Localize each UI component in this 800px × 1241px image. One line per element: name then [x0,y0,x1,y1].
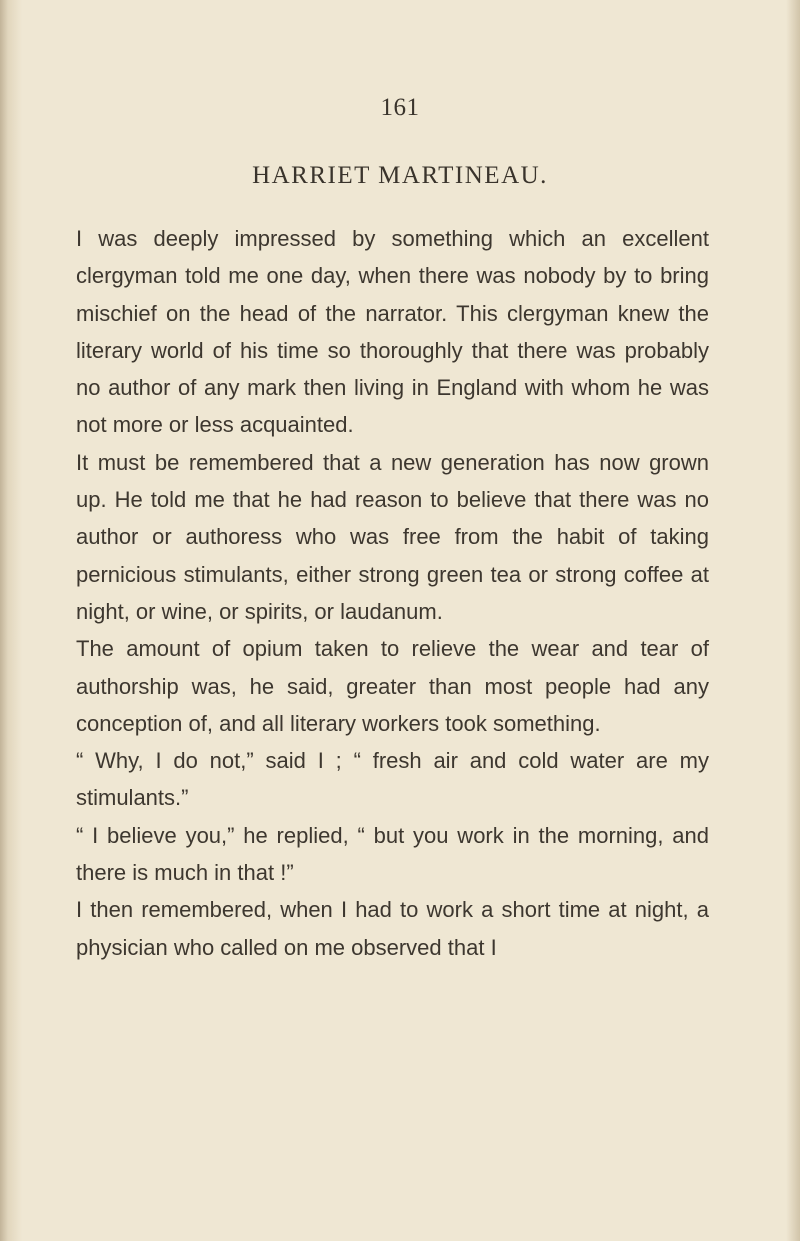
paragraph-4: “ Why, I do not,” said I ; “ fresh air and cold water are my stimulants.” [76,748,709,811]
running-title: HARRIET MARTINEAU. [252,162,548,189]
paragraph-1: I was deeply impressed by something which an excellent clergyman told me one day, when there was nobody by to bring mischief on the head of the narrator. This clergyman knew the literary world of his time so thoroughly that there was probably no author of any mark then living in England with whom he was not more or less acquainted. [76,226,709,438]
paragraph-3: The amount of opium taken to relieve the wear and tear of authorship was, he said, greater than most people had any conception of, and all literary workers took something. [76,636,709,736]
body-text [76,220,709,966]
paragraph-2: It must be remembered that a new generation has now grown up. He told me that he had reason to believe that there was no author or authoress who was free from the habit of taking pernicious stimulants, either strong green tea or strong coffee at night, or wine, or spirits, or laudanum. [76,449,709,624]
paragraph-5: “ I believe you,” he replied, “ but you work in the morning, and there is much in that !” [76,822,709,886]
paragraph-6: I then remembered, when I had to work a short time at night, a physician who called on me observed that I [76,897,709,960]
page-number: 161 [380,94,420,121]
